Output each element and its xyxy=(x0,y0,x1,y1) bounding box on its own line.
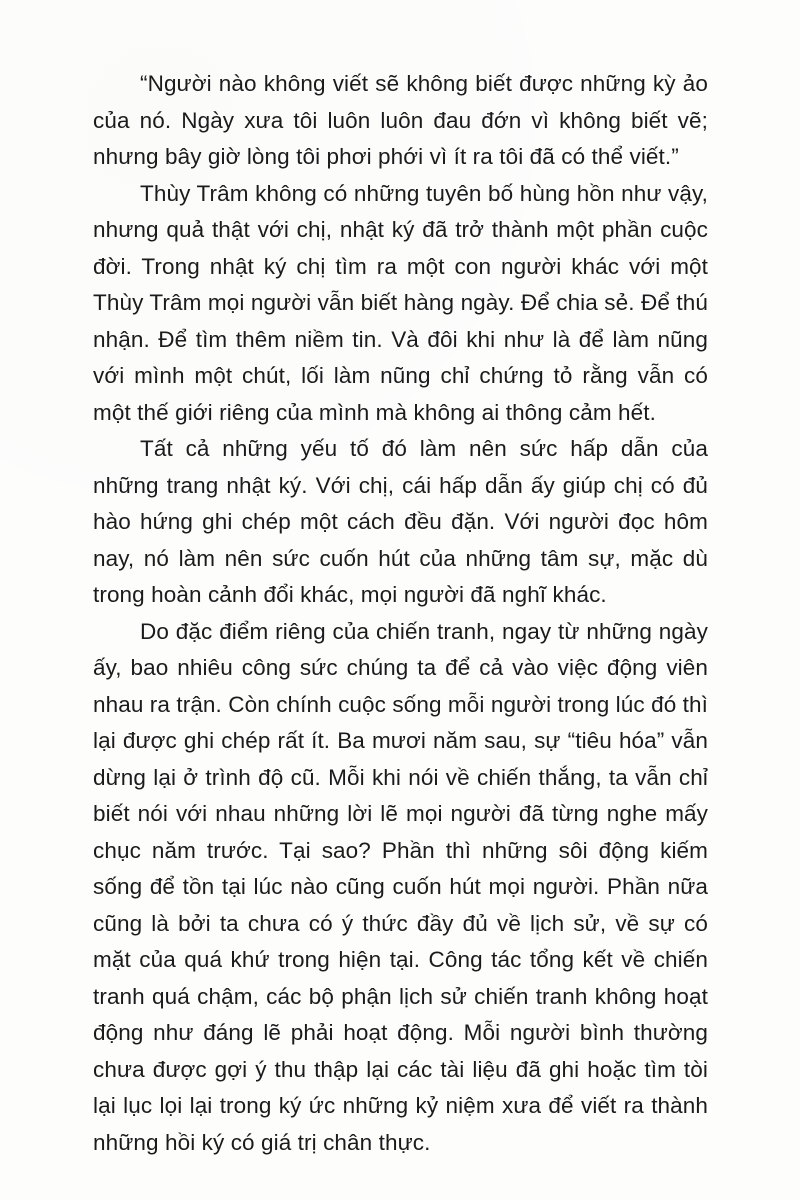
paragraph: Do đặc điểm riêng của chiến tranh, ngay từ những ngày ấy, bao nhiêu công sức chúng ta để cả vào việc động viên nhau ra trận. Còn chính cuộc sống mỗi người trong lúc đó thì lại được ghi chép rất ít. Ba mươi năm sau, sự “tiêu hóa” vẫn dừng lại ở trình độ cũ. Mỗi khi nói về chiến thắng, ta vẫn chỉ biết nói với nhau những lời lẽ mọi người đã từng nghe mấy chục năm trước. Tại sao? Phần thì những sôi động kiếm sống để tồn tại lúc nào cũng cuốn hút mọi người. Phần nữa cũng là bởi ta chưa có ý thức đầy đủ về lịch sử, về sự có mặt của quá khứ trong hiện tại. Công tác tổng kết về chiến tranh quá chậm, các bộ phận lịch sử chiến tranh không hoạt động như đáng lẽ phải hoạt động. Mỗi người bình thường chưa được gợi ý thu thập lại các tài liệu đã ghi hoặc tìm tòi lại lục lọi lại trong ký ức những kỷ niệm xưa để viết ra thành những hồi ký có giá trị chân thực. xyxy=(93,618,708,1155)
paragraph: Thùy Trâm không có những tuyên bố hùng hồn như vậy, nhưng quả thật với chị, nhật ký đã trở thành một phần cuộc đời. Trong nhật ký chị tìm ra một con người khác với một Thùy Trâm mọi người vẫn biết hàng ngày. Để chia sẻ. Để thú nhận. Để tìm thêm niềm tin. Và đôi khi như là để làm nũng với mình một chút, lối làm nũng chỉ chứng tỏ rằng vẫn có một thế giới riêng của mình mà không ai thông cảm hết. xyxy=(93,180,708,425)
paragraph: Tất cả những yếu tố đó làm nên sức hấp dẫn của những trang nhật ký. Với chị, cái hấp dẫn ấy giúp chị có đủ hào hứng ghi chép một cách đều đặn. Với người đọc hôm nay, nó làm nên sức cuốn hút của những tâm sự, mặc dù trong hoàn cảnh đổi khác, mọi người đã nghĩ khác. xyxy=(93,436,708,607)
body-text-block xyxy=(93,66,708,1161)
paragraph-quote: “Người nào không viết sẽ không biết được những kỳ ảo của nó. Ngày xưa tôi luôn luôn đau đớn vì không biết vẽ; nhưng bây giờ lòng tôi phơi phới vì ít ra tôi đã có thể viết.” xyxy=(93,71,708,169)
